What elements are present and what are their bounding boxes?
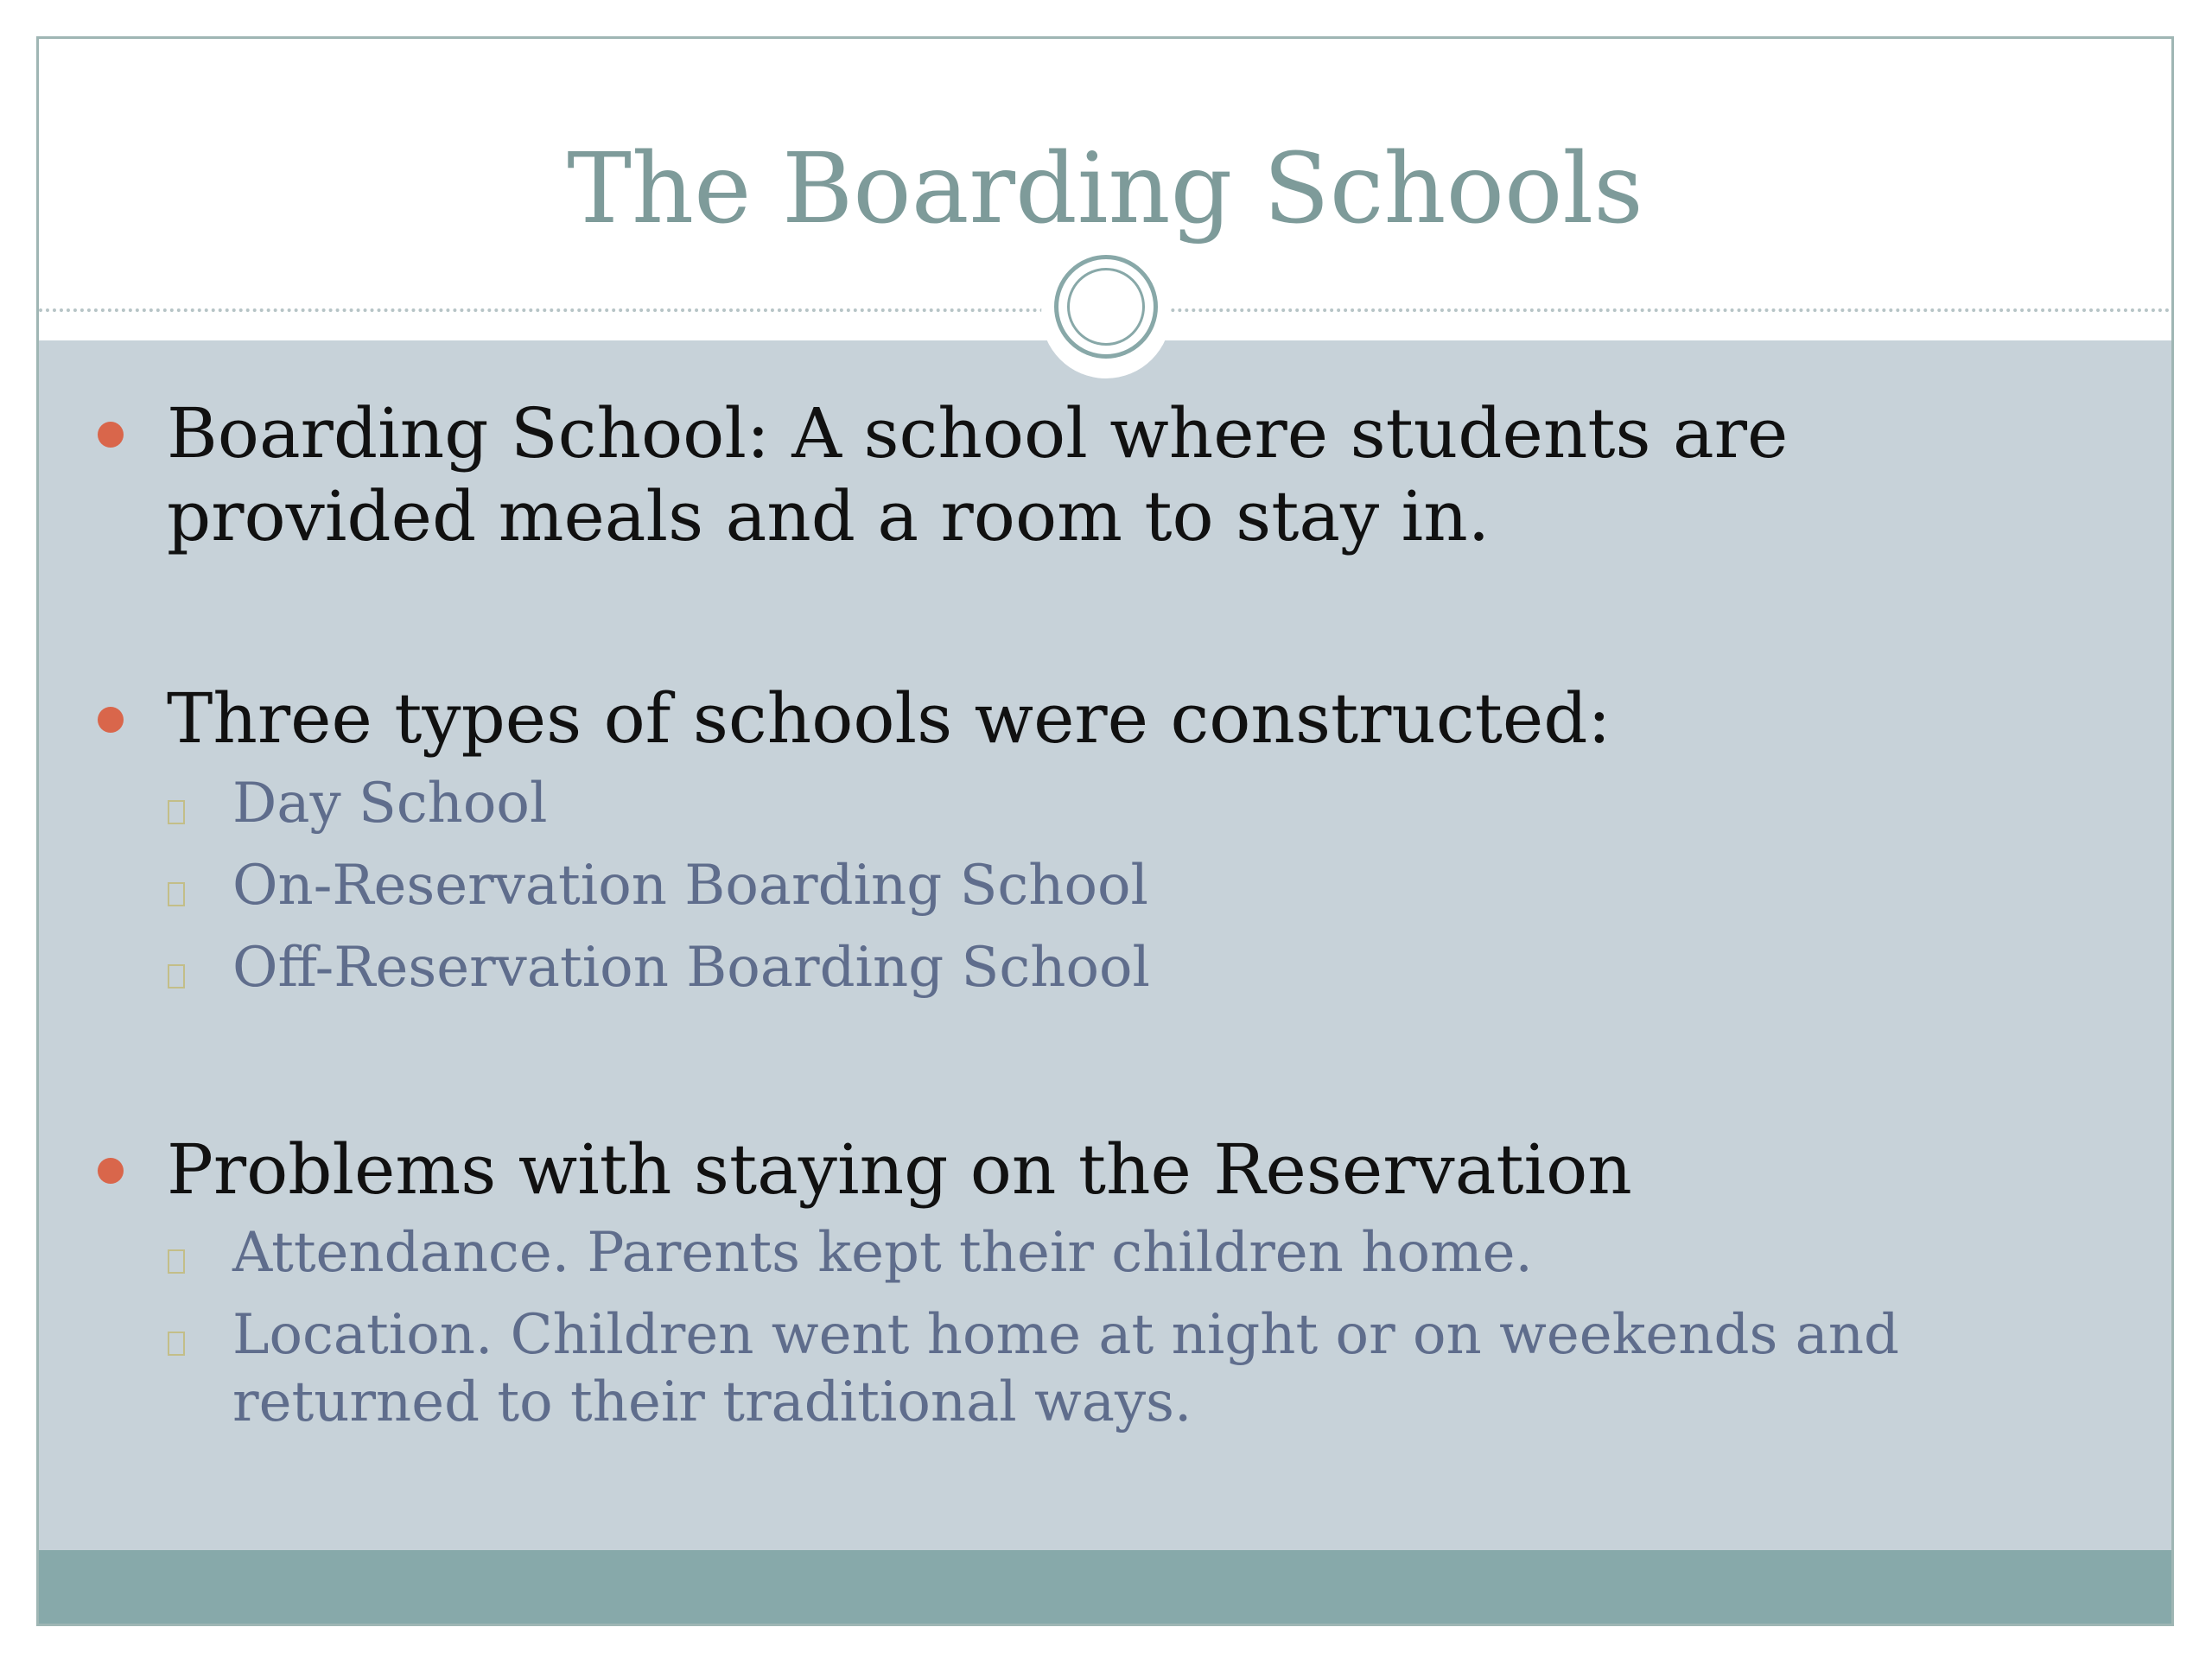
orange-dot-bullet-icon bbox=[98, 1158, 124, 1184]
footer-band bbox=[39, 1550, 2171, 1626]
sub-bullet-item bbox=[232, 852, 2085, 919]
bullet-list bbox=[39, 340, 2171, 1550]
sub-bullet-item bbox=[232, 1219, 2085, 1287]
orange-dot-bullet-icon bbox=[98, 707, 124, 733]
bullet-item bbox=[167, 677, 2068, 760]
inner-ring bbox=[1067, 268, 1145, 346]
sub-bullet-item bbox=[232, 770, 2085, 837]
sub-bullet-text: Attendance. Parents kept their children home. bbox=[232, 1221, 1533, 1285]
square-bullet-icon bbox=[168, 1249, 185, 1274]
bullet-text: Boarding School: A school where students are provided meals and a room to stay in. bbox=[167, 393, 1789, 556]
double-ring-ornament-icon bbox=[1054, 255, 1158, 359]
square-bullet-icon bbox=[168, 882, 185, 906]
sub-bullet-text: Location. Children went home at night or on weekends and returned to their traditional ways. bbox=[232, 1303, 1899, 1434]
sub-bullet-text: Day School bbox=[232, 772, 548, 836]
sub-bullet-item bbox=[232, 1301, 2085, 1436]
sub-bullet-text: On-Reservation Boarding School bbox=[232, 854, 1148, 918]
square-bullet-icon bbox=[168, 800, 185, 824]
content-area bbox=[39, 340, 2171, 1550]
sub-bullet-item bbox=[232, 934, 2085, 1001]
sub-bullet-text: Off-Reservation Boarding School bbox=[232, 936, 1150, 1000]
bullet-text: Problems with staying on the Reservation bbox=[167, 1129, 1632, 1210]
square-bullet-icon bbox=[168, 1332, 185, 1356]
bullet-text: Three types of schools were constructed: bbox=[167, 678, 1611, 759]
orange-dot-bullet-icon bbox=[98, 422, 124, 448]
slide bbox=[36, 36, 2174, 1626]
square-bullet-icon bbox=[168, 964, 185, 988]
bullet-item bbox=[167, 392, 2068, 558]
bullet-item bbox=[167, 1128, 2068, 1211]
slide-title: The Boarding Schools bbox=[567, 133, 1643, 245]
